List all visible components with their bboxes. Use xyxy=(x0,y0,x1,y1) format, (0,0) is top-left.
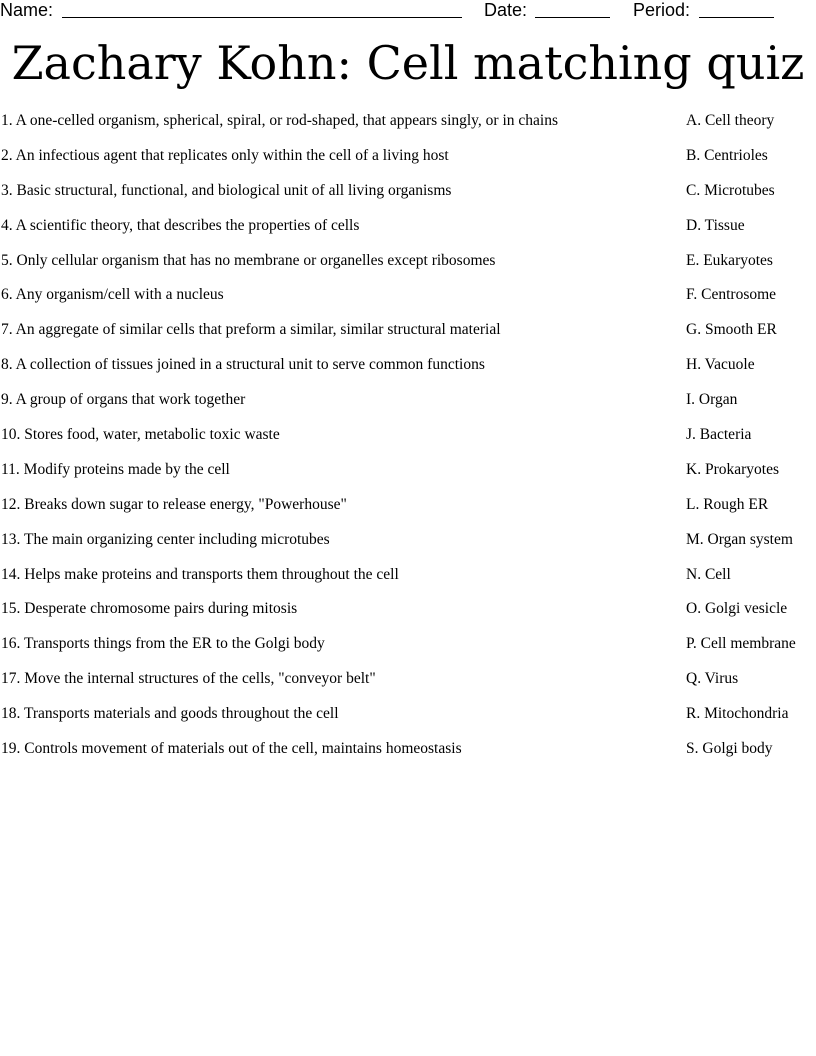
answer-choice: N. Cell xyxy=(686,565,731,583)
answer-choice: C. Microtubes xyxy=(686,181,775,199)
matching-row xyxy=(0,354,816,389)
question-text: 11. Modify proteins made by the cell xyxy=(1,460,230,478)
matching-row xyxy=(0,633,816,668)
date-blank-line xyxy=(535,17,610,18)
question-text: 1. A one-celled organism, spherical, spiral, or rod-shaped, that appears singly, or in chains xyxy=(1,112,558,129)
answer-choice: L. Rough ER xyxy=(686,495,769,513)
question-text: 2. An infectious agent that replicates only within the cell of a living host xyxy=(1,146,449,164)
matching-row xyxy=(0,284,816,319)
answer-choice: S. Golgi body xyxy=(686,740,773,758)
matching-row xyxy=(0,110,816,145)
answer-choice: J. Bacteria xyxy=(686,426,752,444)
answer-choice: Q. Virus xyxy=(686,670,739,688)
name-label: Name: xyxy=(0,0,54,20)
answer-choice: K. Prokaryotes xyxy=(686,460,779,478)
question-text: 9. A group of organs that work together xyxy=(1,391,246,409)
matching-row xyxy=(0,668,816,703)
answer-choice: M. Organ system xyxy=(686,530,793,548)
matching-row xyxy=(0,529,816,564)
answer-choice: A. Cell theory xyxy=(686,112,775,129)
question-text: 12. Breaks down sugar to release energy, "Powerhouse" xyxy=(1,495,347,513)
matching-row xyxy=(0,215,816,250)
matching-row xyxy=(0,738,816,773)
page-title: Zachary Kohn: Cell matching quiz xyxy=(11,36,805,90)
question-text: 16. Transports things from the ER to the Golgi body xyxy=(1,635,325,653)
matching-row xyxy=(0,180,816,215)
question-text: 7. An aggregate of similar cells that preform a similar, similar structural material xyxy=(1,321,501,339)
matching-row xyxy=(0,598,816,633)
answer-choice: B. Centrioles xyxy=(686,146,768,164)
question-text: 8. A collection of tissues joined in a structural unit to serve common functions xyxy=(1,356,485,374)
question-text: 3. Basic structural, functional, and biological unit of all living organisms xyxy=(1,181,452,199)
question-text: 14. Helps make proteins and transports them throughout the cell xyxy=(1,565,399,583)
answer-choice: I. Organ xyxy=(686,391,738,409)
question-text: 13. The main organizing center including microtubes xyxy=(1,530,330,548)
answer-choice: F. Centrosome xyxy=(686,286,777,304)
matching-row xyxy=(0,459,816,494)
matching-row xyxy=(0,250,816,285)
question-text: 10. Stores food, water, metabolic toxic waste xyxy=(1,426,280,444)
date-label: Date: xyxy=(484,0,528,20)
answer-choice: R. Mitochondria xyxy=(686,705,789,723)
student-info-header xyxy=(0,0,816,22)
matching-row xyxy=(0,564,816,599)
matching-row xyxy=(0,494,816,529)
answer-choice: E. Eukaryotes xyxy=(686,251,773,269)
matching-row xyxy=(0,319,816,354)
period-label: Period: xyxy=(633,0,691,20)
answer-choice: G. Smooth ER xyxy=(686,321,777,339)
answer-choice: P. Cell membrane xyxy=(686,635,796,653)
question-text: 5. Only cellular organism that has no membrane or organelles except ribosomes xyxy=(1,251,496,269)
name-blank-line xyxy=(62,17,462,18)
matching-list xyxy=(0,110,816,773)
question-text: 18. Transports materials and goods throughout the cell xyxy=(1,705,339,723)
question-text: 4. A scientific theory, that describes the properties of cells xyxy=(1,216,360,234)
matching-row xyxy=(0,145,816,180)
question-text: 6. Any organism/cell with a nucleus xyxy=(1,286,224,304)
question-text: 17. Move the internal structures of the cells, "conveyor belt" xyxy=(1,670,376,688)
matching-row xyxy=(0,389,816,424)
question-text: 15. Desperate chromosome pairs during mitosis xyxy=(1,600,298,618)
matching-row xyxy=(0,703,816,738)
question-text: 19. Controls movement of materials out of the cell, maintains homeostasis xyxy=(1,740,462,758)
period-blank-line xyxy=(699,17,774,18)
matching-row xyxy=(0,424,816,459)
answer-choice: O. Golgi vesicle xyxy=(686,600,788,618)
answer-choice: H. Vacuole xyxy=(686,356,755,374)
answer-choice: D. Tissue xyxy=(686,216,745,234)
